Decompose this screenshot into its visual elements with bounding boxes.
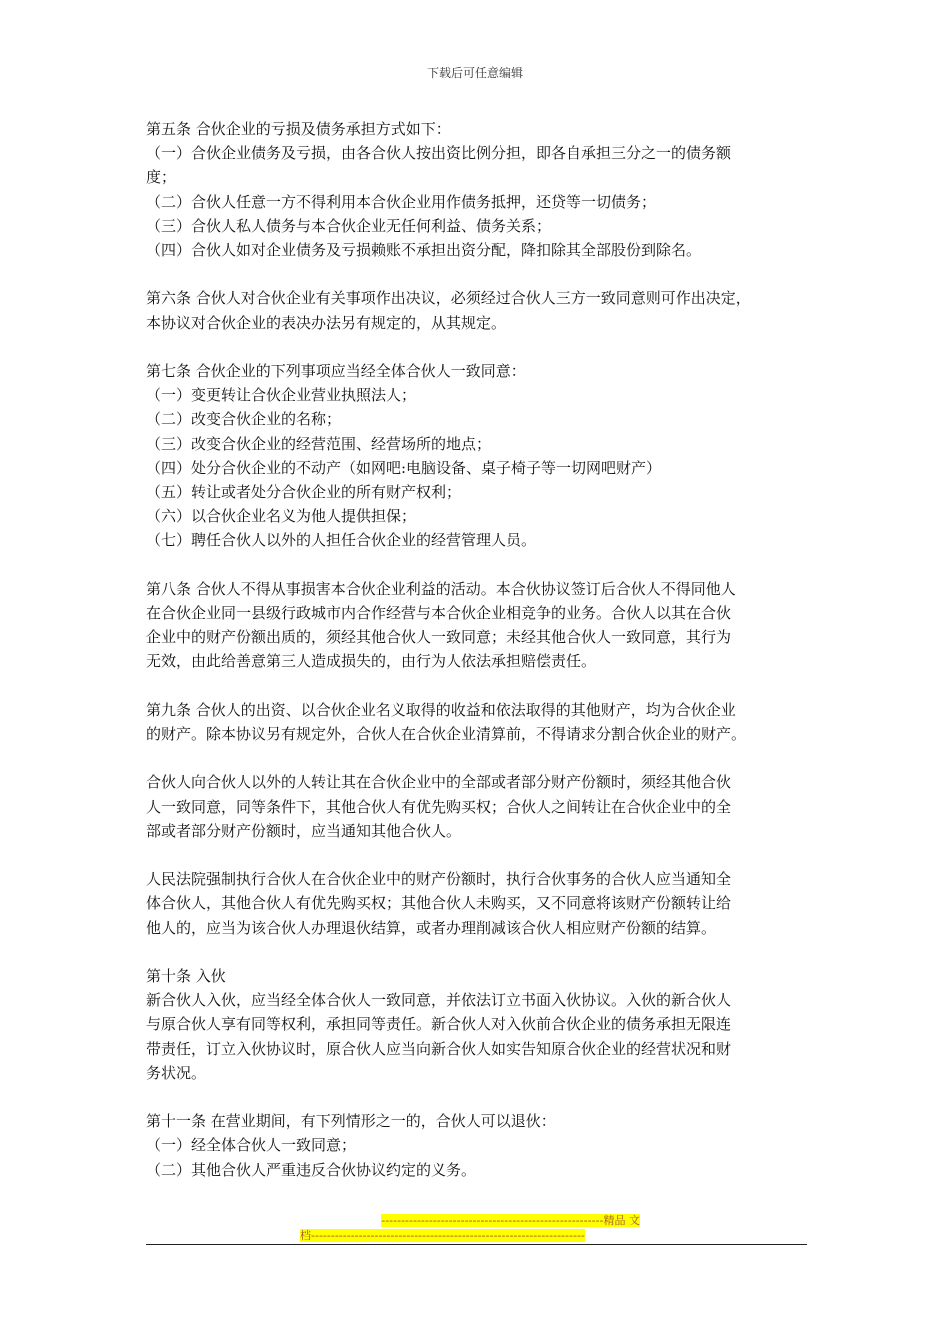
document-body bbox=[146, 117, 808, 1206]
text-line: 务状况。 bbox=[146, 1063, 207, 1082]
text-line: （四）处分合伙企业的不动产（如网吧:电脑设备、桌子椅子等一切网吧财产） bbox=[146, 458, 662, 477]
text-line: 与原合伙人享有同等权利，承担同等责任。新合伙人对入伙前合伙企业的债务承担无限连 bbox=[146, 1015, 732, 1034]
text-line: 新合伙人入伙，应当经全体合伙人一致同意，并依法订立书面入伙协议。入伙的新合伙人 bbox=[146, 991, 732, 1010]
document-section bbox=[146, 867, 808, 940]
document-section bbox=[146, 770, 808, 843]
document-section bbox=[146, 577, 808, 674]
text-line: 他人的，应当为该合伙人办理退伙结算，或者办理削减该合伙人相应财产份额的结算。 bbox=[146, 918, 717, 937]
document-section bbox=[146, 117, 808, 262]
text-line: 第十一条 在营业期间，有下列情形之一的，合伙人可以退伙： bbox=[146, 1112, 556, 1131]
text-line: （二）合伙人任意一方不得利用本合伙企业用作债务抵押，还贷等一切债务； bbox=[146, 192, 657, 211]
footer-banner-line-1: --------------------------------------------------------精品 文 bbox=[381, 1214, 640, 1227]
text-line: （三）合伙人私人债务与本合伙企业无任何利益、债务关系； bbox=[146, 216, 552, 235]
text-line: 带责任，订立入伙协议时，原合伙人应当向新合伙人如实告知原合伙企业的经营状况和财 bbox=[146, 1039, 732, 1058]
text-line: （五）转让或者处分合伙企业的所有财产权利； bbox=[146, 483, 462, 502]
footer-banner-line-2: 档--------------------------------------------------------------------- bbox=[300, 1229, 585, 1242]
text-line: 体合伙人，其他合伙人有优先购买权；其他合伙人未购买，又不同意将该财产份额转让给 bbox=[146, 894, 732, 913]
text-line: （二）改变合伙企业的名称； bbox=[146, 410, 342, 429]
text-line: 合伙人向合伙人以外的人转让其在合伙企业中的全部或者部分财产份额时，须经其他合伙 bbox=[146, 773, 732, 792]
page-header: 下载后可任意编辑 bbox=[426, 66, 523, 80]
text-line: （六）以合伙企业名义为他人提供担保； bbox=[146, 507, 417, 526]
text-line: 第九条 合伙人的出资、以合伙企业名义取得的收益和依法取得的其他财产，均为合伙企业 bbox=[146, 700, 736, 719]
text-line: 度； bbox=[146, 168, 177, 187]
text-line: （二）其他合伙人严重违反合伙协议约定的义务。 bbox=[146, 1160, 477, 1179]
text-line: 第十条 入伙 bbox=[146, 967, 226, 985]
document-section bbox=[146, 359, 808, 553]
footer-watermark-banner bbox=[300, 1213, 648, 1243]
text-line: 在合伙企业同一县级行政城市内合作经营与本合伙企业相竞争的业务。合伙人以其在合伙 bbox=[146, 604, 732, 623]
text-line: （一）经全体合伙人一致同意； bbox=[146, 1136, 357, 1155]
text-line: 本协议对合伙企业的表决办法另有规定的，从其规定。 bbox=[146, 313, 507, 332]
footer-divider bbox=[146, 1244, 807, 1245]
document-section bbox=[146, 286, 808, 334]
text-line: （三）改变合伙企业的经营范围、经营场所的地点； bbox=[146, 434, 492, 453]
text-line: 第五条 合伙企业的亏损及债务承担方式如下： bbox=[146, 120, 451, 138]
document-section bbox=[146, 964, 808, 1085]
text-line: 部或者部分财产份额时，应当通知其他合伙人。 bbox=[146, 821, 462, 840]
text-line: 人民法院强制执行合伙人在合伙企业中的财产份额时，执行合伙事务的合伙人应当通知全 bbox=[146, 870, 732, 889]
text-line: 的财产。除本协议另有规定外，合伙人在合伙企业清算前，不得请求分割合伙企业的财产。 bbox=[146, 725, 747, 744]
text-line: （七）聘任合伙人以外的人担任合伙企业的经营管理人员。 bbox=[146, 531, 537, 550]
document-section bbox=[146, 698, 808, 746]
text-line: 企业中的财产份额出质的，须经其他合伙人一致同意；未经其他合伙人一致同意，其行为 bbox=[146, 628, 732, 647]
text-line: 人一致同意，同等条件下，其他合伙人有优先购买权；合伙人之间转让在合伙企业中的全 bbox=[146, 797, 732, 816]
text-line: （四）合伙人如对企业债务及亏损赖账不承担出资分配，降扣除其全部股份到除名。 bbox=[146, 241, 702, 260]
text-line: 第八条 合伙人不得从事损害本合伙企业利益的活动。本合伙协议签订后合伙人不得同他人 bbox=[146, 579, 736, 598]
text-line: 第七条 合伙企业的下列事项应当经全体合伙人一致同意： bbox=[146, 362, 526, 380]
text-line: 无效，由此给善意第三人造成损失的，由行为人依法承担赔偿责任。 bbox=[146, 652, 597, 671]
text-line: 第六条 合伙人对合伙企业有关事项作出决议，必须经过合伙人三方一致同意则可作出决定， bbox=[146, 289, 751, 308]
text-line: （一）变更转让合伙企业营业执照法人； bbox=[146, 386, 417, 405]
text-line: （一）合伙企业债务及亏损，由各合伙人按出资比例分担，即各自承担三分之一的债务额 bbox=[146, 144, 732, 163]
document-section bbox=[146, 1109, 808, 1182]
